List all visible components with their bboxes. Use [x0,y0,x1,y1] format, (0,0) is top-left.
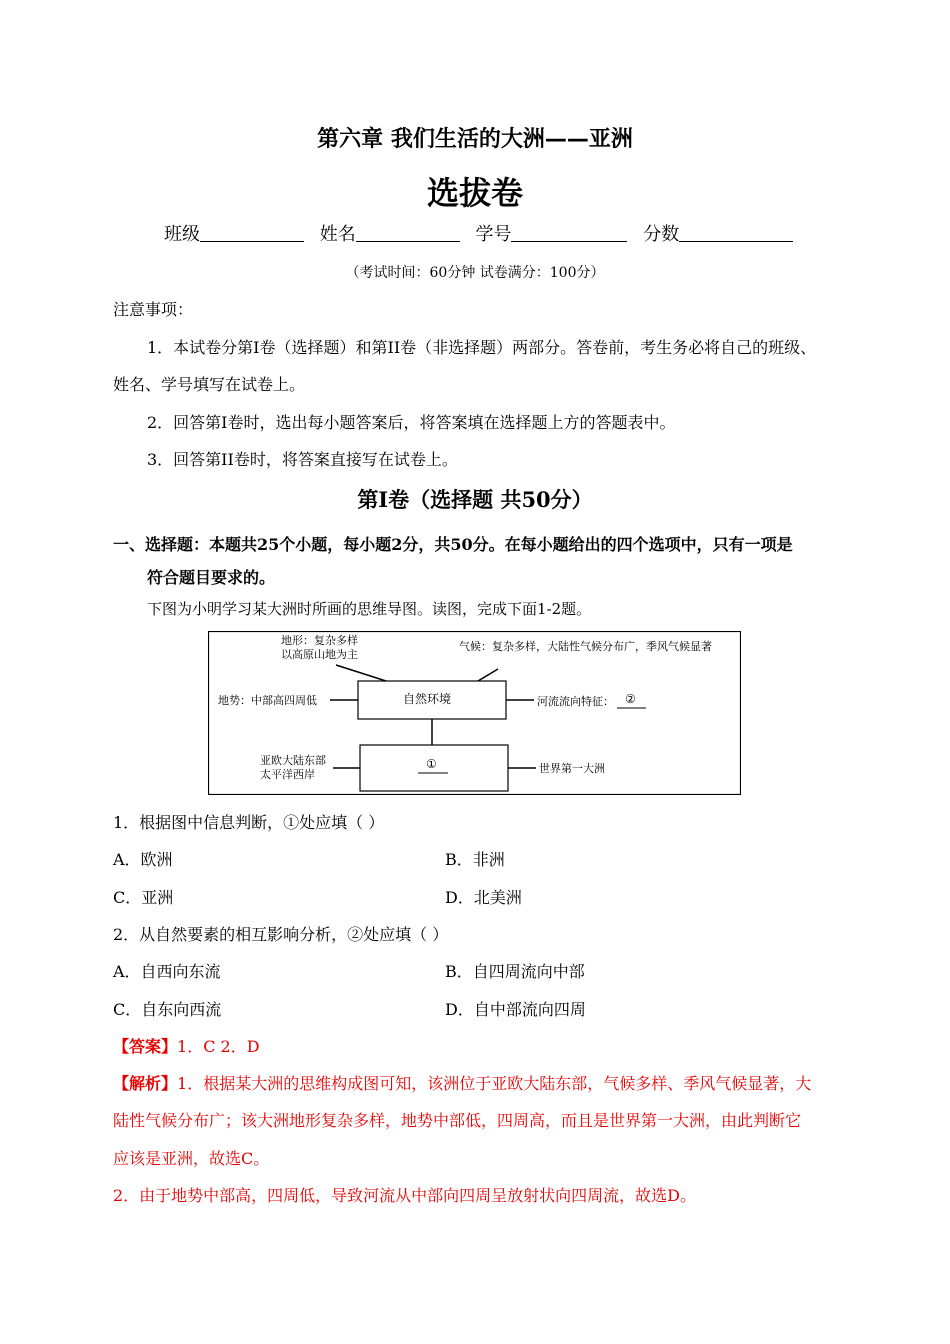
analysis-line-3: 应该是亚洲，故选C。 [113,1149,270,1168]
class-blank [200,223,304,242]
climate-connector [478,669,498,681]
location-label-line-2: 太平洋西岸 [260,768,315,781]
answer-line [113,1034,260,1057]
student-id-label: 学号 [475,224,512,245]
section-instruction-line-1: 一、选择题：本题共25个小题，每小题2分，共50分。在每小题给出的四个选项中，只有一项是 [113,535,793,554]
section-1-title: 第I卷（选择题 共50分） [357,487,593,512]
terrain-label-line-1: 地形：复杂多样 [281,634,358,647]
question-2-option-b[interactable]: B．自四周流向中部 [445,962,585,981]
notes-heading: 注意事项： [113,300,194,319]
question-1-option-c[interactable]: C．亚洲 [113,888,174,907]
score-label: 分数 [643,224,680,245]
chapter-title: 第六章 我们生活的大洲——亚洲 [317,127,633,152]
score-field[interactable] [643,220,793,246]
question-1-option-b[interactable]: B．非洲 [445,850,505,869]
note-item-3: 3．回答第II卷时，将答案直接写在试卷上。 [147,450,458,469]
section-instruction-line-2: 符合题目要求的。 [147,568,276,587]
river-label: 河流流向特征： [537,695,614,708]
analysis-label: 【解析】 [113,1074,178,1093]
size-label: 世界第一大洲 [539,762,605,775]
question-1-option-d[interactable]: D．北美洲 [445,888,522,907]
time-note: （考试时间：60分钟 试卷满分：100分） [345,265,605,281]
note-item-2: 2．回答第I卷时，选出每小题答案后，将答案填在选择题上方的答题表中。 [147,413,676,432]
question-2-stem: 2．从自然要素的相互影响分析，②处应填（ ） [113,925,449,944]
student-id-field[interactable] [475,220,627,246]
student-info-fields [164,220,803,246]
elevation-label: 地势：中部高四周低 [218,694,317,707]
climate-label: 气候：复杂多样，大陆性气候分布广，季风气候显著 [459,640,712,653]
location-label-line-1: 亚欧大陆东部 [260,754,326,767]
student-id-blank [511,223,627,242]
note-item-1-line-1: 1．本试卷分第I卷（选择题）和第II卷（非选择题）两部分。答卷前，考生务必将自己的班级、 [147,338,817,357]
analysis-text-1: 1．根据某大洲的思维构成图可知，该洲位于亚欧大陆东部，气候多样、季风气候显著，大 [177,1074,812,1093]
answer-text: 1．C 2．D [177,1037,260,1056]
analysis-line-4: 2．由于地势中部高，四周低，导致河流从中部向四周呈放射状向四周流，故选D。 [113,1186,697,1205]
mark-2: ② [625,692,636,706]
name-field[interactable] [320,220,460,246]
note-item-1-line-2: 姓名、学号填写在试卷上。 [113,375,306,394]
analysis-line-2: 陆性气候分布广；该大洲地形复杂多样，地势中部低，四周高，而且是世界第一大洲，由此判断它 [113,1111,802,1130]
question-2-option-a[interactable]: A．自西向东流 [113,962,221,981]
analysis-line-1 [113,1071,811,1094]
question-intro: 下图为小明学习某大洲时所画的思维导图。读图，完成下面1-2题。 [147,600,592,618]
question-2-option-d[interactable]: D．自中部流向四周 [445,1000,586,1019]
terrain-label-line-2: 以高原山地为主 [281,648,358,661]
class-label: 班级 [164,224,200,245]
mark-1: ① [426,757,437,771]
name-blank [356,223,460,242]
question-1-stem: 1．根据图中信息判断，①处应填（ ） [113,813,385,832]
exam-type-title: 选拔卷 [426,174,523,212]
answer-label: 【答案】 [113,1037,178,1056]
mind-map-diagram [208,631,741,795]
question-1-option-a[interactable]: A．欧洲 [113,850,173,869]
class-field[interactable] [164,220,304,246]
terrain-connector [336,665,386,681]
name-label: 姓名 [319,224,356,245]
center-box-label: 自然环境 [403,692,452,706]
question-2-option-c[interactable]: C．自东向西流 [113,1000,222,1019]
score-blank [679,223,793,242]
